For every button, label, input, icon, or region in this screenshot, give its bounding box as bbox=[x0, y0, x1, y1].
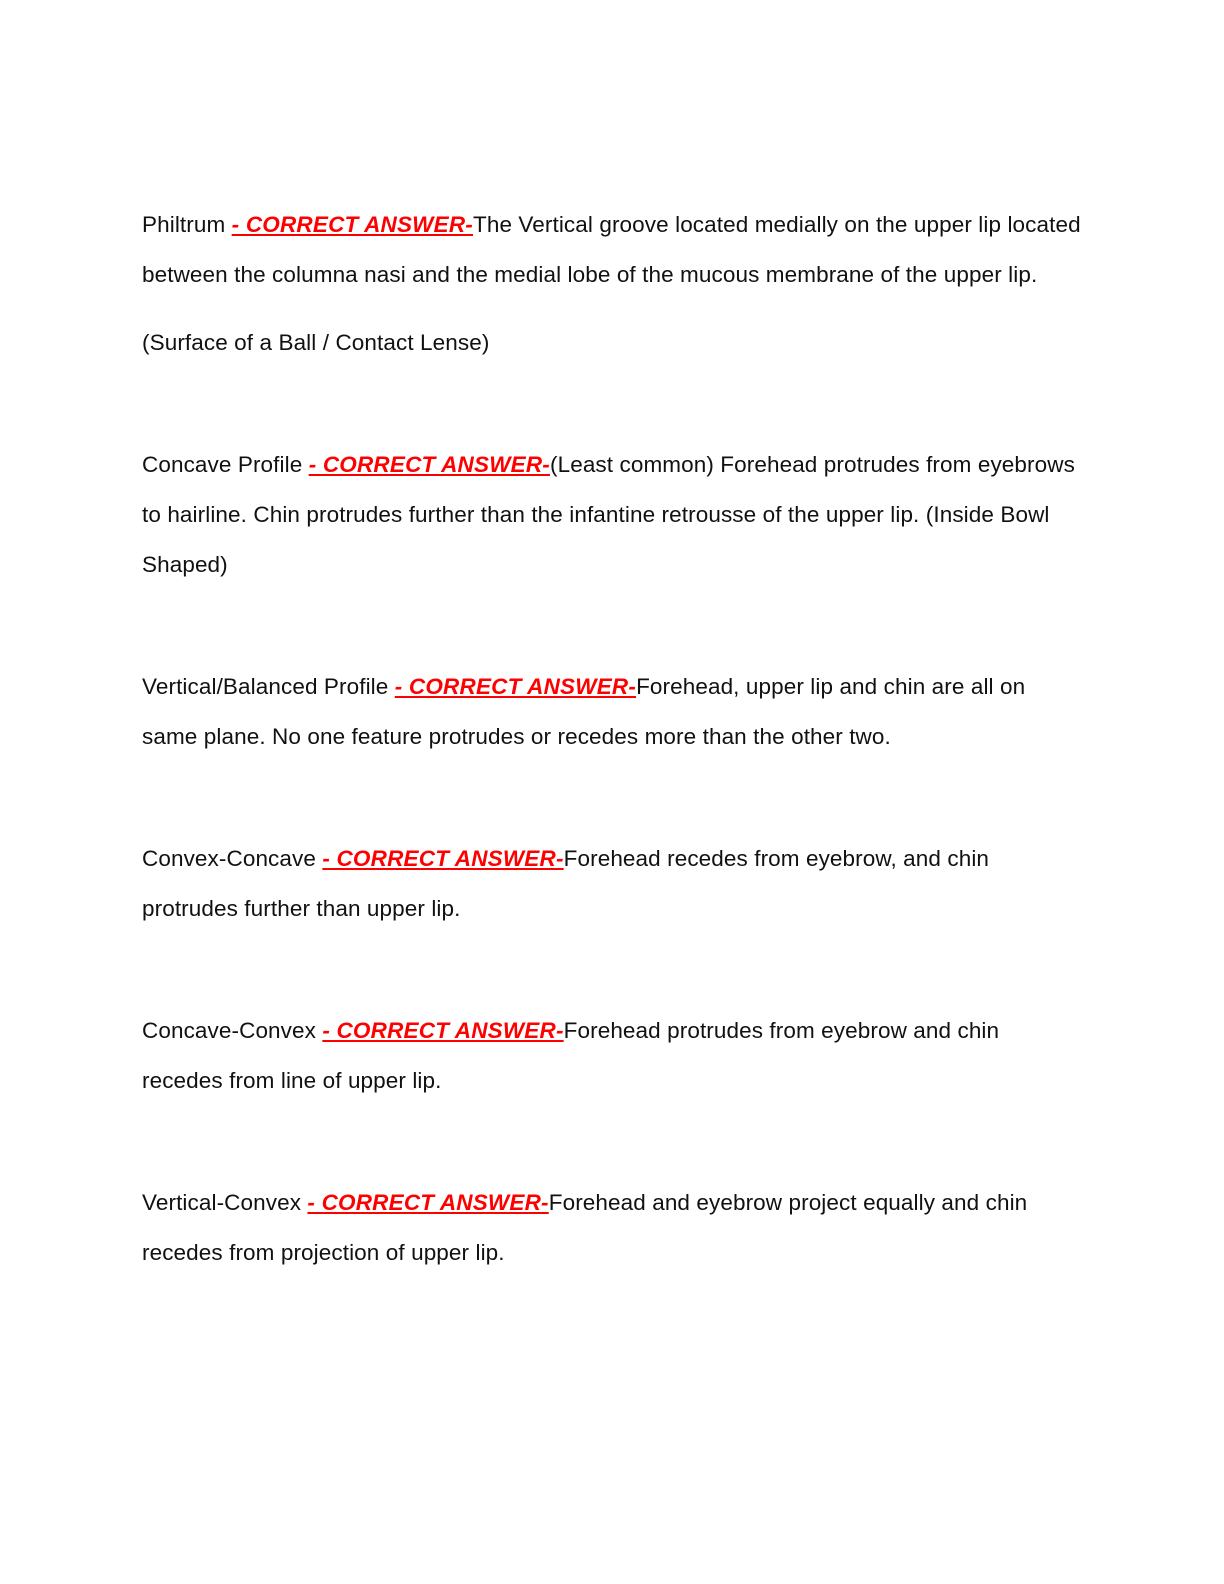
correct-answer-tag: - CORRECT ANSWER- bbox=[322, 846, 564, 871]
term-label: Convex-Concave bbox=[142, 846, 323, 871]
definition-text: The Vertical groove located medially on the upper lip located between the columna nasi and the medial lobe of the mucous membrane of the upper lip. bbox=[142, 212, 1081, 287]
definition-text: Forehead protrudes from eyebrow and chin recedes from line of upper lip. bbox=[142, 1018, 1000, 1093]
definition-concave-profile bbox=[142, 440, 1082, 590]
term-label: Vertical-Convex bbox=[142, 1190, 308, 1215]
definition-text: Forehead and eyebrow project equally and chin recedes from projection of upper lip. bbox=[142, 1190, 1028, 1265]
correct-answer-tag: - CORRECT ANSWER- bbox=[308, 452, 550, 477]
term-label: Vertical/Balanced Profile bbox=[142, 674, 395, 699]
definition-convex-concave bbox=[142, 834, 1082, 934]
correct-answer-tag: - CORRECT ANSWER- bbox=[231, 212, 473, 237]
spacer bbox=[142, 1106, 1082, 1178]
definition-vertical-convex bbox=[142, 1178, 1082, 1278]
spacer bbox=[142, 368, 1082, 440]
term-label: Concave Profile bbox=[142, 452, 309, 477]
spacer bbox=[142, 300, 1082, 318]
definition-text: Forehead recedes from eyebrow, and chin protrudes further than upper lip. bbox=[142, 846, 990, 921]
definition-concave-convex bbox=[142, 1006, 1082, 1106]
definition-text: Forehead, upper lip and chin are all on same plane. No one feature protrudes or recedes more than the other two. bbox=[142, 674, 1026, 749]
definition-vertical-balanced-profile bbox=[142, 662, 1082, 762]
definition-text: (Least common) Forehead protrudes from eyebrows to hairline. Chin protrudes further than the infantine retrousse of the upper lip. (Inside Bowl Shaped) bbox=[142, 452, 1075, 577]
spacer bbox=[142, 762, 1082, 834]
note-surface bbox=[142, 318, 1082, 368]
term-label: Philtrum bbox=[142, 212, 232, 237]
document-body bbox=[142, 200, 1082, 1278]
spacer bbox=[142, 934, 1082, 1006]
correct-answer-tag: - CORRECT ANSWER- bbox=[307, 1190, 549, 1215]
correct-answer-tag: - CORRECT ANSWER- bbox=[394, 674, 637, 699]
definition-philtrum bbox=[142, 200, 1082, 300]
spacer bbox=[142, 590, 1082, 662]
correct-answer-tag: - CORRECT ANSWER- bbox=[322, 1018, 564, 1043]
note-text: (Surface of a Ball / Contact Lense) bbox=[142, 330, 490, 355]
term-label: Concave-Convex bbox=[142, 1018, 323, 1043]
